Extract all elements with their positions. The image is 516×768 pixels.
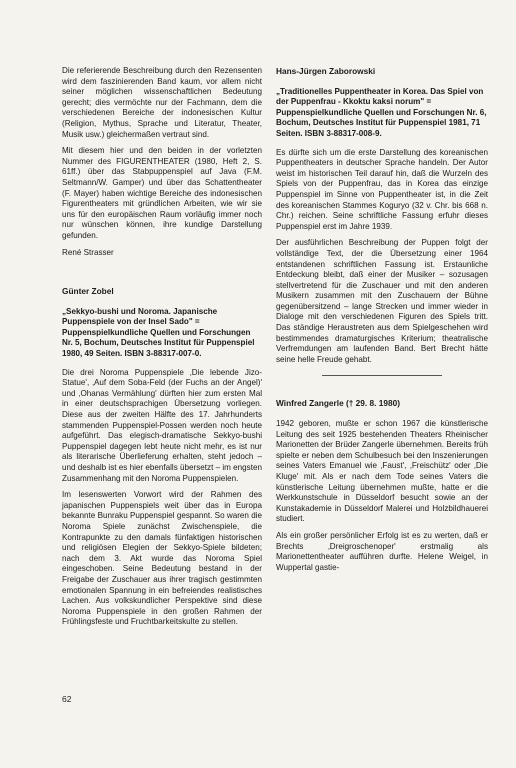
- review-author: Günter Zobel: [62, 286, 114, 297]
- paragraph: Die referierende Beschreibung durch den Rezensenten wird dem faszinierenden Band kaum, vor allem nicht seiner möglichen wissenschaftlichen Bedeutung gerecht; dies vermöchte nur der Fachmann, dem die verschiedenen Bereiche der indonesischen Kultur (Religion, Mythus, Sprache und Literatur, Theater, Musik usw.) gleichermaßen vertraut sind.: [62, 66, 262, 139]
- left-column: [62, 66, 262, 634]
- review-author: Hans-Jürgen Zaborowski: [276, 66, 376, 76]
- bibliographic-entry: „Traditionelles Puppentheater in Korea. Das Spiel von der Puppenfrau - Kkoktu kaksi norum" = Puppenspielkundliche Quellen und Forschungen Nr. 6, Bochum, Deutsches Institut für Puppenspiel 1981, 71 Seiten. ISBN 3-88317-008-9.: [276, 86, 487, 138]
- obituary-heading: Winfred Zangerle († 29. 8. 1980): [276, 398, 400, 409]
- paragraph: Es dürfte sich um die erste Darstellung des koreanischen Puppentheaters in deutscher Sprache handeln. Der Autor weist im historischen Teil darauf hin, daß die Wurzeln des Spiels von der Puppenfrau, das in Korea das einzige Puppenspiel im Sinne von Puppentheater ist, in die Zeit des koreanischen Stammes Koguryo (32 v. Chr. bis 668 n. Chr.) reichen. Seine schriftliche Fassung erfuhr dieses Puppenspiel erst im Jahre 1939.: [276, 147, 488, 231]
- paragraph: Im lesenswerten Vorwort wird der Rahmen des japanischen Puppenspiels weit über das in Europa bekannte Bunraku Puppenspiel gespannt. So waren die Noroma Spiele zunächst Zwischenspiele, die Kontrapunkte zu den damals fünfaktigen historischen und religiösen Elegien der Sekkyo-Spiele bildeten; nach dem 3. Akt wurde das Noroma Spiel eingeschoben. Seine Bedeutung bestand in der Freigabe der Zuschauer aus ihrer tragisch gestimmten emotionalen Spannung in ein befreiendes realistisches Lachen. Aus volkskundlicher Perspektive sind diese Noroma Puppenspiele in den großen Rahmen der Frühlingsfeste und Fruchtbarkeitskulte zu stellen.: [62, 490, 262, 627]
- bibliographic-entry: „Sekkyo-bushi und Noroma. Japanische Puppenspiele von der Insel Sado" = Puppenspielkundliche Quellen und Forschungen Nr. 5, Bochum, Deutsches Institut für Puppenspiel 1980, 49 Seiten. ISBN 3-88317-007-0.: [62, 306, 255, 359]
- paragraph: 1942 geboren, mußte er schon 1967 die künstlerische Leitung des seit 1925 bestehenden Theaters Rheinischer Marionetten der Brüder Zangerle übernehmen. Bereits früh spielte er neben dem Schulbesuch bei den Inszenierungen seines Vaters Emanuel wie ‚Faust', ‚Freischütz' oder ‚Die Kluge' mit. Als er nach dem Tode seines Vaters die künstlerische Leitung übernehmen mußte, hatte er die Werkkunstschule in Düsseldorf besucht sowie an der Kunstakademie in Düsseldorf Malerei und Holzbildhauerei studiert.: [276, 419, 488, 524]
- section-divider: [322, 375, 442, 376]
- right-column: [276, 66, 488, 579]
- paragraph: Mit diesem hier und den beiden in der vorletzten Nummer des FIGURENTHEATER (1980, Heft 2, S. 61ff.) über das Stabpuppenspiel auf Java (F.M. Seltmann/W. Gamper) und über das Schattentheater (F. Mayer) haben wichtige Bereiche des indonesischen Figurentheaters mit gründlichen Arbeiten, wie wir sie uns für den europäischen Raum vorläufig immer noch nur wünschen können, ihre kundige Darstellung gefunden.: [62, 146, 262, 240]
- paragraph: Die drei Noroma Puppenspiele ‚Die lebende Jizo-Statue', ‚Auf dem Soba-Feld (der Fuchs an der Angel)' und ‚Ohanas Vermählung' dürften hier zum ersten Mal in einer deutschsprachigen Übersetzung vorliegen. Diese aus der zweiten Hälfte des 17. Jahrhunderts stammenden Puppenspiel-Possen werden noch heute aufgeführt. Das elegisch-dramatische Sekkyo-bushi Puppenspiel dagegen lebt heute nicht mehr, es ist nur als literarische Überlieferung erhalten, steht jedoch – und deshalb ist es hier ebenfalls übersetzt – im engsten Zusammenhang mit den Noroma Puppenspielen.: [62, 367, 262, 483]
- paragraph: Der ausführlichen Beschreibung der Puppen folgt der vollständige Text, der die Übersetzung einer 1964 entstandenen schriftlichen Fassung ist. Erstaunliche Entdeckung bleibt, daß einer der Musiker – sozusagen stellvertretend für die Zuschauer und mit den anderen Musikern zusammen mit den Zuschauern der Bühne gegenübersitzend – lange Strecken und immer wieder in Dialoge mit den verschiedenen Figuren des Spiels tritt. Das ständige Heraustreten aus dem Spielgeschehen wird bestimmendes dramaturgisches Kriterium; theatralische Verfremdungen am laufenden Band. Bert Brecht hätte seine helle Freude gehabt.: [276, 238, 488, 364]
- spacer: [62, 266, 262, 286]
- page-number: 62: [62, 694, 72, 704]
- paragraph: Als ein großer persönlicher Erfolg ist es zu werten, daß er Brechts ‚Dreigroschenoper' erstmalig als Marionettentheater aufführen durfte. Helene Weigel, in Wuppertal gastie-: [276, 530, 488, 572]
- review-signature: René Strasser: [62, 247, 114, 257]
